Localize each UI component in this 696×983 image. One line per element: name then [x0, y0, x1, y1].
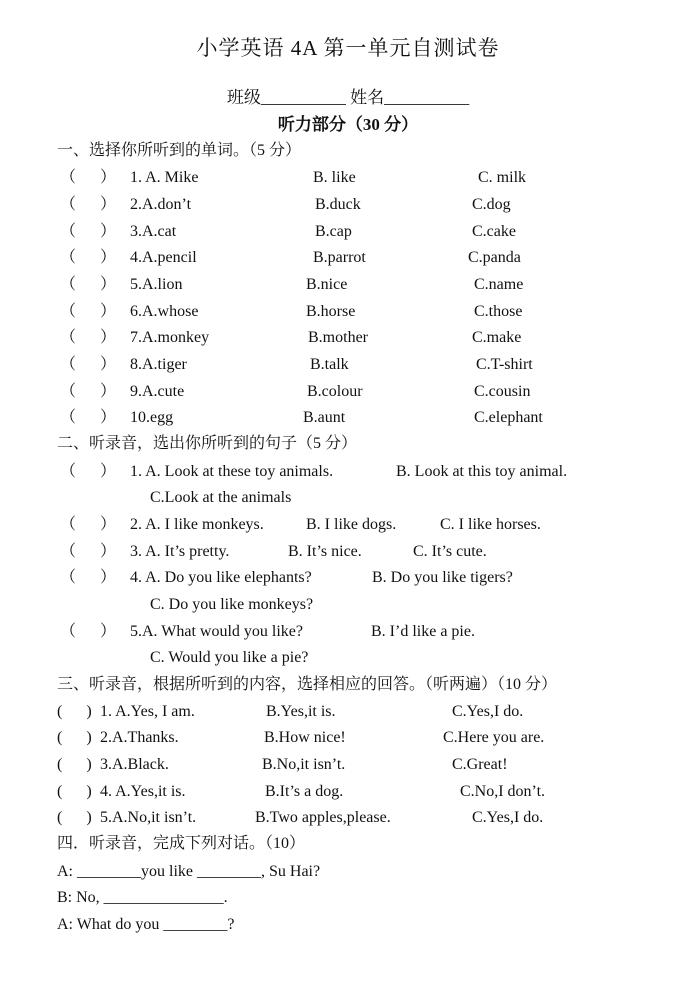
answer-paren: （ ） — [60, 276, 117, 293]
answer-paren: （ ） — [60, 169, 117, 186]
section3-heading: 三、听录音，根据所听到的内容，选择相应的回答。（听两遍）（10 分） — [57, 676, 558, 693]
answer-paren: ( ) — [57, 756, 92, 773]
option-a: 2.A.Thanks. — [100, 729, 179, 746]
list-item — [60, 624, 116, 640]
option-c: C.dog — [472, 196, 511, 213]
dialogue-line: A: ________you like ________, Su Hai? — [57, 863, 321, 880]
option-a: 3.A.Black. — [100, 756, 169, 773]
list-item — [60, 304, 116, 320]
option-c: C. I like horses. — [440, 516, 541, 533]
answer-paren: ( ) — [57, 703, 92, 720]
option-b: B. Do you like tigers? — [372, 569, 513, 586]
dialogue-line: A: What do you ________? — [57, 916, 235, 933]
option-a: 5.A.lion — [130, 276, 183, 293]
option-a: 8.A.tiger — [130, 356, 187, 373]
list-item — [60, 410, 116, 426]
answer-paren: ( ) — [57, 729, 92, 746]
answer-paren: （ ） — [60, 383, 117, 400]
list-item — [60, 197, 116, 213]
list-item — [60, 357, 116, 373]
section4-heading: 四．听录音，完成下列对话。（10） — [57, 835, 306, 852]
option-a: 1. A.Yes, I am. — [100, 703, 195, 720]
answer-paren: （ ） — [60, 543, 117, 560]
option-c: C.make — [472, 329, 522, 346]
option-c: C.Yes,I do. — [472, 809, 544, 826]
list-item — [60, 170, 116, 186]
answer-paren: （ ） — [60, 569, 117, 586]
list-item — [57, 704, 92, 720]
list-item — [60, 544, 116, 560]
option-a: 2. A. I like monkeys. — [130, 516, 264, 533]
answer-paren: ( ) — [57, 783, 92, 800]
option-a: 3. A. It’s pretty. — [130, 543, 230, 560]
option-a: 7.A.monkey — [130, 329, 210, 346]
option-b: B.Two apples,please. — [255, 809, 391, 826]
option-c: C.Yes,I do. — [452, 703, 524, 720]
answer-paren: （ ） — [60, 303, 117, 320]
option-a: 3.A.cat — [130, 223, 177, 240]
option-b: B.aunt — [303, 409, 346, 426]
option-b: B.talk — [310, 356, 349, 373]
answer-paren: ( ) — [57, 809, 92, 826]
option-c: C.Great! — [452, 756, 508, 773]
option-b: B. I like dogs. — [306, 516, 397, 533]
section1-heading: 一、选择你所听到的单词。（5 分） — [57, 142, 302, 159]
option-c: C.Look at the animals — [150, 489, 292, 506]
dialogue-line: B: No, _______________. — [57, 889, 228, 906]
answer-paren: （ ） — [60, 623, 117, 640]
option-c: C.name — [474, 276, 524, 293]
option-a: 10.egg — [130, 409, 174, 426]
list-item — [60, 464, 116, 480]
option-a: 6.A.whose — [130, 303, 199, 320]
answer-paren: （ ） — [60, 463, 117, 480]
list-item — [60, 277, 116, 293]
option-b: B. Look at this toy animal. — [396, 463, 568, 480]
option-b: B. It’s nice. — [288, 543, 362, 560]
option-c: C.No,I don’t. — [460, 783, 546, 800]
list-item — [57, 810, 92, 826]
option-c: C.cousin — [474, 383, 531, 400]
class-name-line: 班级__________ 姓名__________ — [226, 88, 470, 107]
option-a: 1. A. Look at these toy animals. — [130, 463, 334, 480]
option-c: C. milk — [478, 169, 527, 186]
option-a: 4.A.pencil — [130, 249, 197, 266]
option-b: B.duck — [315, 196, 361, 213]
option-a: 5.A.No,it isn’t. — [100, 809, 197, 826]
option-c: C.T-shirt — [476, 356, 533, 373]
option-b: B.nice — [306, 276, 348, 293]
option-c: C.panda — [468, 249, 521, 266]
option-c: C. Would you like a pie? — [150, 649, 309, 666]
option-b: B.colour — [307, 383, 363, 400]
option-b: B.mother — [308, 329, 368, 346]
option-c: C.cake — [472, 223, 516, 240]
listening-section-title: 听力部分（30 分） — [277, 115, 419, 134]
list-item — [57, 757, 92, 773]
option-b: B.It’s a dog. — [265, 783, 344, 800]
option-c: C.those — [474, 303, 523, 320]
option-c: C. Do you like monkeys? — [150, 596, 314, 613]
option-a: 5.A. What would you like? — [130, 623, 304, 640]
option-b: B. I’d like a pie. — [371, 623, 475, 640]
answer-paren: （ ） — [60, 356, 117, 373]
option-a: 1. A. Mike — [130, 169, 199, 186]
option-b: B.No,it isn’t. — [262, 756, 346, 773]
answer-paren: （ ） — [60, 409, 117, 426]
list-item — [60, 224, 116, 240]
option-b: B.How nice! — [264, 729, 346, 746]
answer-paren: （ ） — [60, 516, 117, 533]
option-a: 2.A.don’t — [130, 196, 192, 213]
option-c: C.elephant — [474, 409, 543, 426]
list-item — [60, 250, 116, 266]
answer-paren: （ ） — [60, 223, 117, 240]
option-a: 4. A.Yes,it is. — [100, 783, 186, 800]
list-item — [60, 517, 116, 533]
option-b: B.cap — [315, 223, 352, 240]
option-c: C.Here you are. — [443, 729, 545, 746]
option-b: B.Yes,it is. — [266, 703, 336, 720]
section2-heading: 二、听录音，选出你所听到的句子（5 分） — [57, 435, 358, 452]
option-b: B.horse — [306, 303, 356, 320]
option-a: 9.A.cute — [130, 383, 185, 400]
answer-paren: （ ） — [60, 329, 117, 346]
list-item — [60, 570, 116, 586]
option-b: B.parrot — [313, 249, 366, 266]
option-c: C. It’s cute. — [413, 543, 487, 560]
option-a: 4. A. Do you like elephants? — [130, 569, 312, 586]
option-b: B. like — [313, 169, 356, 186]
list-item — [57, 784, 92, 800]
answer-paren: （ ） — [60, 249, 117, 266]
list-item — [60, 384, 116, 400]
list-item — [60, 330, 116, 346]
list-item — [57, 730, 92, 746]
answer-paren: （ ） — [60, 196, 117, 213]
page-title: 小学英语 4A 第一单元自测试卷 — [196, 36, 500, 60]
